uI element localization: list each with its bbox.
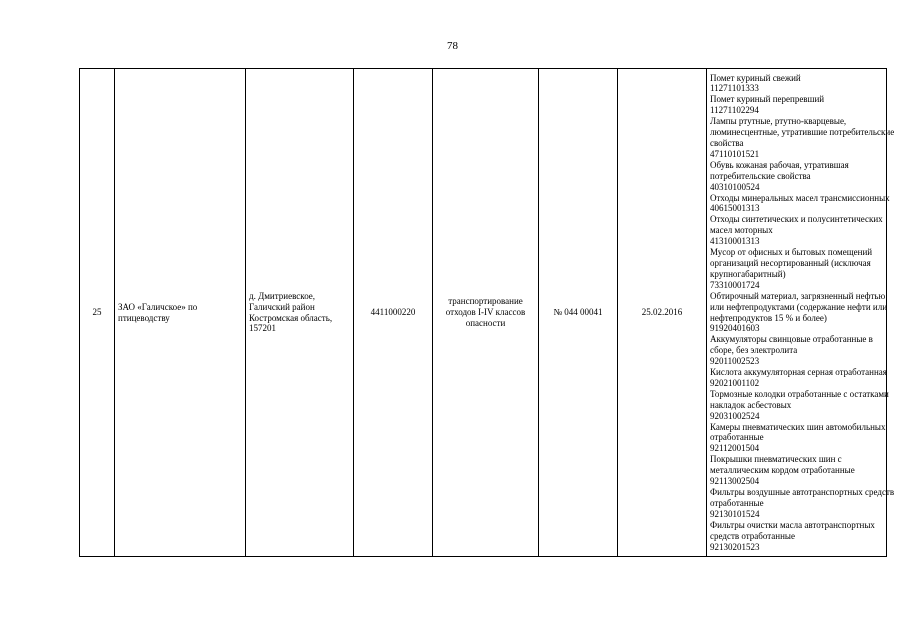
- registry-table: [79, 68, 895, 557]
- waste-line: Покрышки пневматических шин с: [710, 454, 842, 465]
- waste-list: [707, 69, 895, 557]
- waste-line: Обтирочный материал, загрязненный нефтью: [710, 290, 886, 301]
- waste-line: Камеры пневматических шин автомобильных: [710, 421, 886, 432]
- company-address: д. Дмитриевское, Галичский район Костромская область, 157201: [246, 69, 354, 557]
- waste-line: Помет куриный свежий: [710, 72, 801, 83]
- waste-line: организаций несортированный (исключая: [710, 257, 871, 268]
- waste-line: свойства: [710, 138, 744, 148]
- waste-line: 91920401603: [710, 323, 760, 334]
- waste-line: масел моторных: [710, 225, 773, 236]
- waste-line: 47110101521: [710, 148, 760, 159]
- waste-line: Тормозные колодки отработанные с остатками: [710, 388, 889, 399]
- table-row: [80, 69, 887, 557]
- waste-line: или нефтепродуктами (содержание нефти или: [710, 301, 888, 312]
- waste-line: 11271101333: [710, 83, 759, 94]
- waste-line: Лампы ртутные, ртутно-кварцевые,: [710, 116, 847, 127]
- waste-line: Аккумуляторы свинцовые отработанные в: [710, 334, 873, 345]
- waste-line: сборе, без электролита: [710, 345, 798, 356]
- waste-line: люминесцентные, утратившие потребительские: [710, 127, 895, 138]
- waste-line: Кислота аккумуляторная серная отработанная: [710, 367, 887, 378]
- license-date: 25.02.2016: [618, 69, 707, 557]
- license-number: № 044 00041: [539, 69, 618, 557]
- waste-line: 40615001313: [710, 203, 760, 214]
- waste-line: Фильтры воздушные автотранспортных средств: [710, 487, 895, 497]
- row-index: 25: [80, 69, 115, 557]
- waste-line: крупногабаритный): [710, 268, 786, 279]
- waste-line: 92021001102: [710, 377, 760, 388]
- waste-line: Мусор от офисных и бытовых помещений: [710, 247, 873, 258]
- waste-line: Обувь кожаная рабочая, утратившая: [710, 159, 849, 170]
- waste-line: отработанные: [710, 432, 764, 443]
- waste-line: 41310001313: [710, 236, 760, 247]
- waste-line: Отходы минеральных масел трансмиссионных: [710, 192, 890, 203]
- waste-line: 73310001724: [710, 279, 760, 290]
- waste-line: металлическим кордом отработанные: [710, 465, 855, 476]
- waste-line: 40310100524: [710, 181, 760, 192]
- company-name: ЗАО «Галичское» по птицеводству: [115, 69, 246, 557]
- page-number: 78: [447, 40, 458, 52]
- waste-line: 11271102294: [710, 105, 759, 116]
- waste-line: 92130101524: [710, 508, 760, 519]
- waste-line: 92113002504: [710, 476, 760, 487]
- waste-line: 92130201523: [710, 541, 760, 552]
- waste-line: накладок асбестовых: [710, 399, 792, 410]
- waste-line: Отходы синтетических и полусинтетических: [710, 214, 883, 225]
- activity-type: транспортирование отходов I-IV классов опасности: [433, 69, 539, 557]
- waste-line: 92031002524: [710, 410, 760, 421]
- waste-line: Помет куриный перепревший: [710, 94, 825, 105]
- waste-line: 92011002523: [710, 356, 760, 367]
- waste-line: Фильтры очистки масла автотранспортных: [710, 519, 875, 530]
- waste-line: средств отработанные: [710, 530, 795, 541]
- waste-line: нефтепродуктов 15 % и более): [710, 312, 827, 323]
- company-inn: 4411000220: [354, 69, 433, 557]
- waste-line: 92112001504: [710, 443, 760, 454]
- waste-line: отработанные: [710, 497, 764, 508]
- waste-line: потребительские свойства: [710, 170, 811, 181]
